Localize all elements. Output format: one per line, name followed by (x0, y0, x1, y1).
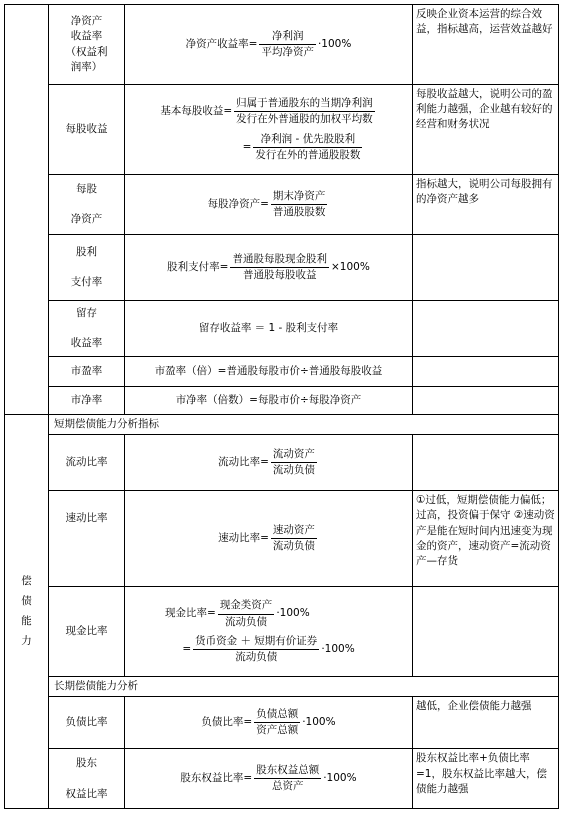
metric-name-equity: 股东 权益比率 (49, 749, 125, 809)
table-row (5, 85, 559, 175)
metric-name-current: 流动比率 (49, 435, 125, 491)
financial-ratio-table (4, 4, 559, 809)
metric-name-cash: 现金比率 (49, 587, 125, 677)
formula-eps: 基本每股收益= $\frac{\text{归属于普通股东的当期净利润}}{\text{发行在外普通股的加权平均数}}$ = $\frac{\text{净利润 - 优先股股利}}{\text{发行在外的普通股股数}}$ (125, 85, 413, 175)
metric-name-pb: 市净率 (49, 387, 125, 415)
description-empty (413, 357, 559, 387)
section-title-short-term: 短期偿债能力分析指标 (49, 415, 559, 435)
category-cell-empty (5, 5, 49, 415)
formula-current: 流动比率= $\frac{\text{流动资产}}{\text{流动负债}}$ (125, 435, 413, 491)
table-row (5, 677, 559, 697)
formula-equity: 股东权益比率= $\frac{\text{股东权益总额}}{\text{总资产}}$ ·100% (125, 749, 413, 809)
table-row (5, 357, 559, 387)
formula-quick: 速动比率= $\frac{\text{速动资产}}{\text{流动负债}}$ (125, 491, 413, 587)
formula-pe: 市盈率（倍）=普通股每股市价÷普通股每股收益 (125, 357, 413, 387)
formula-retention: 留存收益率 ＝ 1 - 股利支付率 (125, 301, 413, 357)
section-title-long-term: 长期偿债能力分析 (49, 677, 559, 697)
formula-bvps: 每股净资产= $\frac{\text{期末净资产}}{\text{普通股股数}}$ (125, 175, 413, 235)
formula-roe: 净资产收益率= $\frac{\text{净利润}}{\text{平均净资产}}$ ·100% (125, 5, 413, 85)
metric-name-retention: 留存 收益率 (49, 301, 125, 357)
formula-cash: 现金比率= $\frac{\text{现金类资产}}{\text{流动负债}}$ ·100% = $\frac{\text{货币资金 ＋ 短期有价证券}}{\text{流动负债}}$ ·100% (125, 587, 413, 677)
table-row (5, 435, 559, 491)
table-row (5, 301, 559, 357)
metric-name-payout: 股利 支付率 (49, 235, 125, 301)
table-row (5, 491, 559, 587)
table-row (5, 587, 559, 677)
description-empty (413, 587, 559, 677)
metric-name-eps: 每股收益 (49, 85, 125, 175)
metric-name-roe: 净资产 收益率 （权益利 润率） (49, 5, 125, 85)
metric-name-bvps: 每股 净资产 (49, 175, 125, 235)
table-row (5, 5, 559, 85)
description-empty (413, 387, 559, 415)
description-debt: 越低，企业偿债能力越强 (413, 697, 559, 749)
description-empty (413, 301, 559, 357)
metric-name-pe: 市盈率 (49, 357, 125, 387)
metric-name-quick: 速动比率 (49, 491, 125, 587)
formula-payout: 股利支付率= $\frac{\text{普通股每股现金股利}}{\text{普通股每股收益}}$ ×100% (125, 235, 413, 301)
description-equity: 股东权益比率+负债比率=1，股东权益比率越大，偿债能力越强 (413, 749, 559, 809)
table-row (5, 697, 559, 749)
table-row (5, 749, 559, 809)
table-row (5, 175, 559, 235)
formula-pb: 市净率（倍数）=每股市价÷每股净资产 (125, 387, 413, 415)
fraction: $\frac{\text{净利润}}{\text{平均净资产}}$ (261, 29, 314, 58)
description-roe: 反映企业资本运营的综合效益，指标越高，运营效益越好 (413, 5, 559, 85)
description-quick: ①过低，短期偿债能力偏低；过高，投资偏于保守 ②速动资产是能在短时间内迅速变为现金的资产，速动资产=流动资产—存货 (413, 491, 559, 587)
description-empty (413, 435, 559, 491)
description-bvps: 指标越大，说明公司每股拥有的净资产越多 (413, 175, 559, 235)
description-empty (413, 235, 559, 301)
description-eps: 每股收益越大，说明公司的盈利能力越强，企业越有较好的经营和财务状况 (413, 85, 559, 175)
metric-name-debt: 负债比率 (49, 697, 125, 749)
category-cell-solvency: 偿 债 能 力 (5, 415, 49, 809)
formula-debt: 负债比率= $\frac{\text{负债总额}}{\text{资产总额}}$ ·100% (125, 697, 413, 749)
table-row (5, 415, 559, 435)
table-row (5, 387, 559, 415)
table-row (5, 235, 559, 301)
